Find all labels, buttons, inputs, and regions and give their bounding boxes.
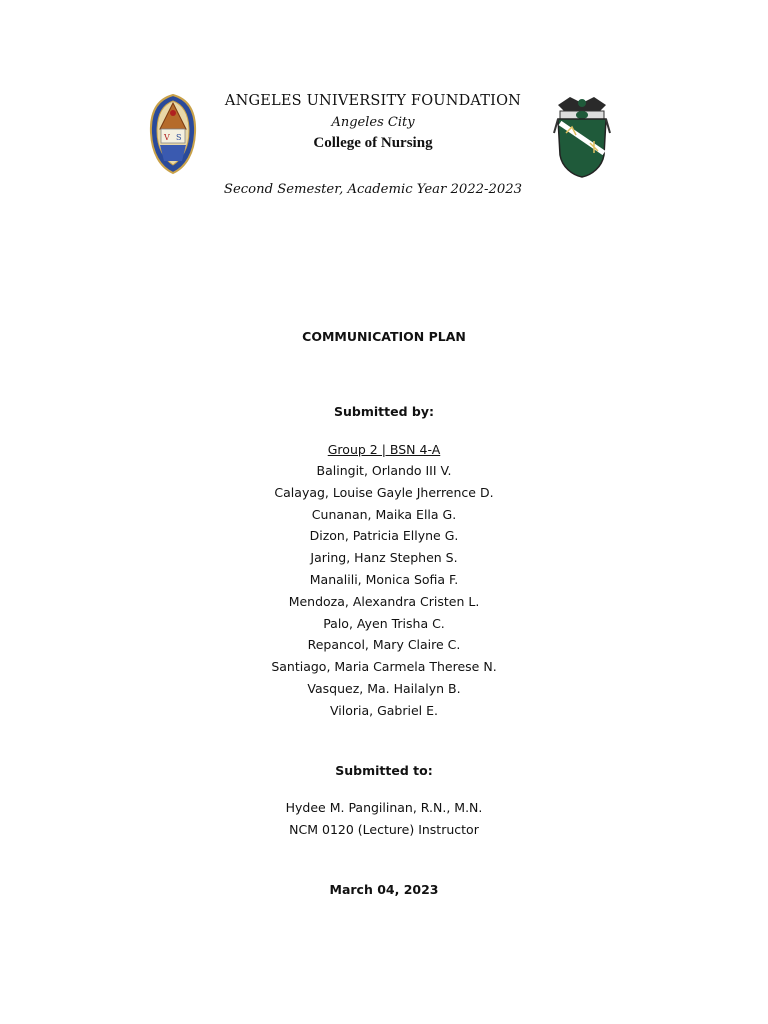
list-item: Cunanan, Maika Ella G. (311, 506, 457, 522)
list-item: Santiago, Maria Carmela Therese N. (271, 659, 497, 675)
list-item: Calayag, Louise Gayle Jherrence D. (274, 484, 494, 500)
document-title: COMMUNICATION PLAN (302, 329, 466, 344)
submitted-by-label: Submitted by: (334, 404, 434, 419)
semester-line: Second Semester, Academic Year 2022-2023 (223, 182, 523, 197)
list-item: Repancol, Mary Claire C. (307, 637, 461, 653)
member-list (184, 462, 584, 724)
group-label: Group 2 | BSN 4-A (327, 442, 441, 457)
list-item: Viloria, Gabriel E. (330, 702, 438, 718)
list-item: Dizon, Patricia Ellyne G. (309, 528, 459, 544)
list-item: Jaring, Hanz Stephen S. (310, 550, 458, 566)
list-item: Manalili, Monica Sofia F. (309, 571, 459, 587)
submitted-to-label: Submitted to: (335, 763, 433, 778)
svg-text:S: S (176, 133, 182, 142)
university-name: ANGELES UNIVERSITY FOUNDATION (224, 93, 522, 109)
instructor-role: NCM 0120 (Lecture) Instructor (289, 822, 479, 837)
college-name: College of Nursing (313, 135, 433, 151)
college-of-nursing-crest-icon (552, 93, 612, 181)
instructor-name: Hydee M. Pangilinan, R.N., M.N. (285, 800, 483, 815)
university-city: Angeles City (331, 115, 415, 130)
list-item: Palo, Ayen Trisha C. (323, 615, 445, 631)
list-item: Mendoza, Alexandra Cristen L. (288, 593, 480, 609)
list-item: Balingit, Orlando III V. (316, 463, 452, 478)
university-seal-icon (148, 93, 198, 175)
list-item: Vasquez, Ma. Hailalyn B. (307, 680, 461, 696)
svg-text:V: V (164, 133, 170, 142)
submission-date: March 04, 2023 (329, 882, 439, 897)
